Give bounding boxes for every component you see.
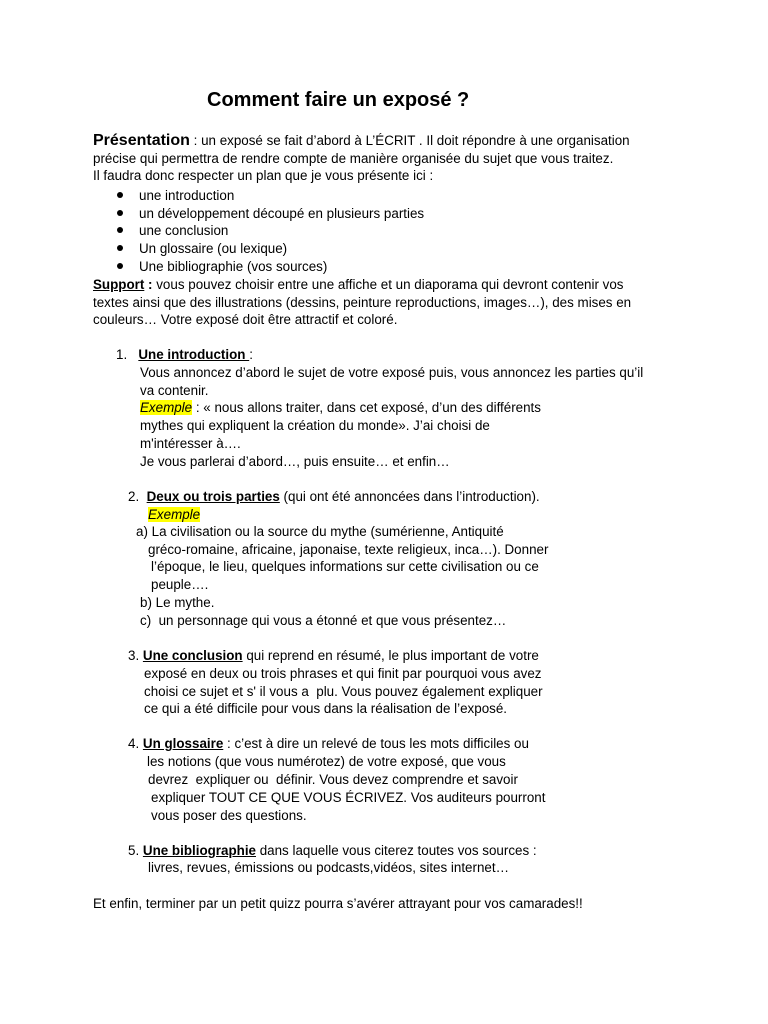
page-title: Comment faire un exposé ? <box>207 89 470 111</box>
section-2-c-text: c) un personnage qui vous a étonné et que vous présentez… <box>140 612 507 628</box>
section-4-text-4: vous poser des questions. <box>151 807 307 823</box>
section-2-heading-row <box>128 488 540 506</box>
support-text-1: vous pouvez choisir entre une affiche et un diaporama qui devront contenir vos <box>152 277 624 292</box>
section-1-text-1: Vous annoncez d’abord le sujet de votre exposé puis, vous annoncez les parties qu’il <box>140 365 644 380</box>
section-3-heading: Une conclusion <box>142 648 243 663</box>
section-1-heading-row <box>116 346 253 364</box>
section-4-number: 4. <box>128 736 140 751</box>
example-label-highlight: Exemple <box>148 507 201 522</box>
section-1-text-2: va contenir. <box>140 382 209 398</box>
section-4-text-3: expliquer TOUT CE QUE VOUS ÉCRIVEZ. Vos auditeurs pourront <box>151 790 546 805</box>
section-1-example-text-4: Je vous parlerai d’abord…, puis ensuite… et enfin… <box>140 453 450 469</box>
list-item <box>139 205 424 223</box>
section-4-body-cont <box>151 789 545 824</box>
example-label-highlight: Exemple <box>140 400 193 416</box>
support-colon: : <box>144 277 153 292</box>
section-3-body <box>144 665 543 718</box>
support-text-2: textes ainsi que des illustrations (dessins, peinture reproductions, images…), des mises en <box>93 294 632 310</box>
list-item-text: un développement découpé en plusieurs parties <box>139 205 425 221</box>
presentation-text-3: Il faudra donc respecter un plan que je vous présente ici : <box>93 168 434 184</box>
bullet-dot <box>117 245 123 251</box>
section-2-item-a <box>136 523 504 541</box>
section-5-heading: Une bibliographie <box>142 843 256 858</box>
section-1-heading: Une introduction <box>138 347 250 362</box>
section-4-heading: Un glossaire <box>142 736 224 751</box>
bullet-dot <box>117 263 123 269</box>
section-4-heading-suffix: : c’est à dire un relevé de tous les mots difficiles ou <box>223 736 529 751</box>
section-2-heading-suffix: (qui ont été annoncées dans l’introduction). <box>279 489 540 504</box>
section-3-text-1: exposé en deux ou trois phrases et qui finit par pourquoi vous avez <box>144 666 542 681</box>
list-item-text: Une bibliographie (vos sources) <box>139 258 328 274</box>
section-2-item-b <box>140 594 506 629</box>
list-item-text: Un glossaire (ou lexique) <box>139 241 288 257</box>
support-label: Support <box>93 277 145 292</box>
section-2-heading: Deux ou trois parties <box>146 489 280 504</box>
list-item-text: une conclusion <box>139 223 229 239</box>
section-1-example-text-2: mythes qui expliquent la création du monde». J’ai choisi de <box>140 418 490 434</box>
section-5-heading-line <box>128 842 537 860</box>
section-5-text-1: livres, revues, émissions ou podcasts,vidéos, sites internet… <box>148 860 509 875</box>
section-5-heading-suffix: dans laquelle vous citerez toutes vos sources : <box>256 843 537 858</box>
section-2-item-a-cont-2 <box>151 558 539 593</box>
section-1-heading-line <box>116 346 253 364</box>
closing-paragraph <box>93 895 583 913</box>
closing-text: Et enfin, terminer par un petit quizz pourra s’avérer attrayant pour vos camarades!! <box>93 896 583 911</box>
section-2-a-text-4: peuple…. <box>151 576 209 592</box>
list-item <box>139 240 424 258</box>
section-1-number: 1. <box>116 347 128 362</box>
list-item <box>139 222 424 240</box>
section-5-body <box>148 859 509 877</box>
section-3-heading-line <box>128 647 539 665</box>
support-line-1 <box>93 276 631 294</box>
list-item <box>139 187 424 205</box>
list-item-text: une introduction <box>139 188 235 203</box>
presentation-text-2: précise qui permettra de rendre compte de manière organisée du sujet que vous traitez. <box>93 150 614 166</box>
bullet-dot <box>117 227 123 233</box>
section-2-a-text-3: l’époque, le lieu, quelques informations sur cette civilisation ou ce <box>151 559 539 574</box>
section-2-b-text: b) Le mythe. <box>140 595 215 610</box>
section-2-a-text-2: gréco-romaine, africaine, japonaise, texte religieux, inca…). Donner <box>148 542 549 557</box>
section-1-example-text: : « nous allons traiter, dans cet exposé, d’un des différents <box>192 400 541 416</box>
section-3-number: 3. <box>128 648 140 663</box>
section-4-body <box>147 753 518 788</box>
section-1-example-text-3: m'intéresser à…. <box>140 435 241 451</box>
presentation-heading: Présentation <box>93 132 190 149</box>
section-3-heading-row <box>128 647 539 665</box>
section-4-heading-row <box>128 735 529 753</box>
section-2-example <box>148 506 200 524</box>
plan-bullet-list <box>139 187 424 276</box>
presentation-line-1 <box>93 132 630 150</box>
section-3-text-2: choisi ce sujet et s' il vous a plu. Vous pouvez également expliquer <box>144 683 543 699</box>
section-2-item-a-cont <box>148 541 548 559</box>
section-4-text-2: devrez expliquer ou définir. Vous devez comprendre et savoir <box>148 771 518 787</box>
section-4-text-1: les notions (que vous numérotez) de votre exposé, que vous <box>147 754 506 769</box>
list-item <box>139 258 424 276</box>
section-1-body <box>140 364 643 470</box>
section-3-text-3: ce qui a été difficile pour vous dans la réalisation de l’exposé. <box>144 701 508 717</box>
section-1-example-line <box>140 399 643 417</box>
section-2-number: 2. <box>128 489 140 504</box>
presentation-text-1: : un exposé se fait d’abord à L’ÉCRIT . Il doit répondre à une organisation <box>189 133 630 148</box>
support-text-3: couleurs… Votre exposé doit être attractif et coloré. <box>93 312 398 328</box>
section-3-heading-suffix: qui reprend en résumé, le plus important de votre <box>242 648 539 663</box>
bullet-dot <box>117 192 123 198</box>
section-5-heading-row <box>128 842 537 860</box>
section-1-heading-suffix: : <box>249 347 253 362</box>
section-4-heading-line <box>128 735 529 753</box>
presentation-block <box>93 132 630 185</box>
support-block <box>93 276 631 329</box>
section-5-number: 5. <box>128 843 140 858</box>
bullet-dot <box>117 210 123 216</box>
section-2-heading-line <box>128 488 540 506</box>
section-2-a-text-1: a) La civilisation ou la source du mythe (sumérienne, Antiquité <box>136 524 504 539</box>
section-2-example-line <box>148 506 200 524</box>
